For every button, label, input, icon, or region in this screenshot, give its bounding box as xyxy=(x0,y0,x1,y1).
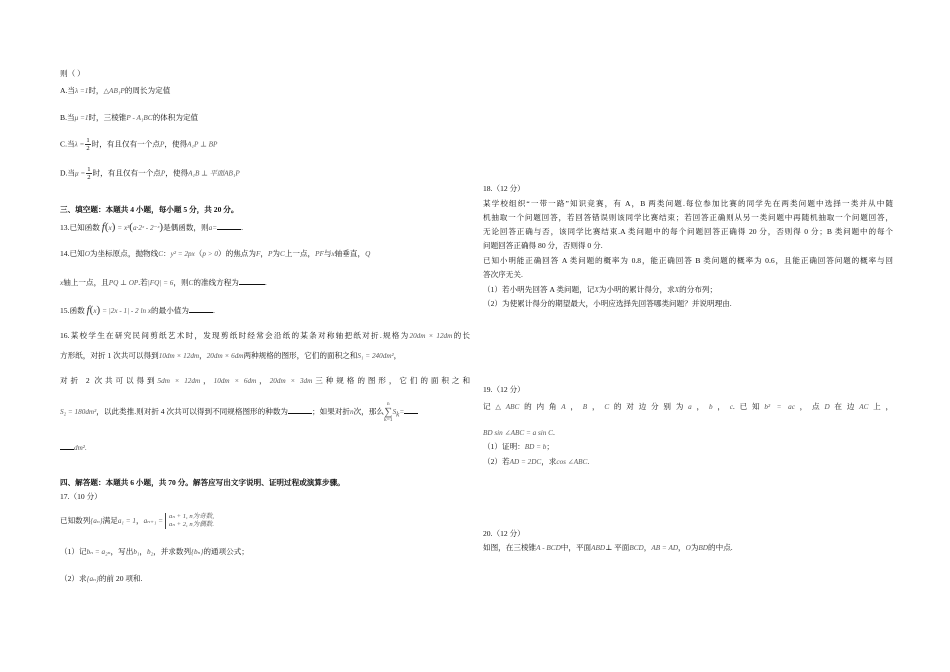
q14-f: F xyxy=(256,250,261,258)
q20-line-1 xyxy=(483,543,893,553)
q19-a: a xyxy=(688,403,692,411)
question-16-line-2: 方形纸，对折 1 次共可以得到10dm × 12dm，20dm × 6dm两种规格的图形，它们的面积之和S₁ = 240dm²， xyxy=(60,351,402,360)
q14-fq: |FQ| = 6 xyxy=(147,279,174,287)
option-b-math: P - A₁BC xyxy=(126,114,153,122)
q18-p1-x: X xyxy=(594,286,599,294)
q16-sum-top: n xyxy=(386,401,390,407)
q16-d1: 20dm × 12dm xyxy=(409,332,453,340)
q15-answer-blank[interactable] xyxy=(189,305,213,313)
q19-p1-pre: （1）证明： xyxy=(483,442,525,451)
q17-p2-tail: 的前 20 项和. xyxy=(98,574,143,583)
option-a-math: △AB₁P xyxy=(103,87,125,95)
q13-a: a xyxy=(208,224,213,232)
q19-AC: AC xyxy=(859,403,869,411)
q20-bd: BD xyxy=(698,544,709,552)
q17-rec: aₙ₊₁ = xyxy=(143,516,164,525)
q13-eq: = x³ xyxy=(117,224,130,232)
q16-l4-b: ；如果对折 xyxy=(312,406,350,416)
q17-p1-mid: ，写出 xyxy=(110,547,134,556)
q16-d5: 10dm × 6dm xyxy=(213,377,257,385)
q19-C: C xyxy=(604,403,610,411)
q20-l1-g: 的中点. xyxy=(708,543,733,552)
q14-p: P xyxy=(267,250,273,258)
q18-part-2: （2）为使累计得分的期望最大，小明应选择先回答哪类问题？并说明理由. xyxy=(483,299,732,308)
q14-x1: x xyxy=(331,250,335,258)
q20-l1-a: 如图，在三棱锥 xyxy=(483,543,537,552)
q19-line-2 xyxy=(483,428,893,438)
q13-mid: 是偶函数，则 xyxy=(163,223,209,232)
section-4-heading: 四、解答题：本题共 6 小题，共 70 分。解答应写出文字说明、证明过程或演算步骤。 xyxy=(60,478,345,487)
q17-mid: 满足 xyxy=(102,515,118,525)
q19-B: B xyxy=(582,403,588,411)
option-d-point: P xyxy=(160,169,166,178)
q14-c1: C xyxy=(158,250,164,258)
q18-line-1: 某学校组织“一带一路”知识竞赛，有 A，B 两类问题.每位参加比赛的同学先在两类问题中选择一类并从中随 xyxy=(483,199,893,208)
q20-title: 20.（12 分） xyxy=(483,529,525,538)
q19-l2-end: . xyxy=(552,428,555,437)
q18-p1-mid: 为小明的累计得分，求 xyxy=(598,285,675,294)
q17-p1-tail: ，并求数列 xyxy=(153,547,192,556)
q19-l1-g: 上， xyxy=(868,402,894,411)
q19-l1-e: ，点 xyxy=(794,402,825,411)
option-c-label: C.当 xyxy=(60,139,75,149)
q19-D: D xyxy=(824,403,830,411)
q17-piecewise-brace xyxy=(165,513,214,529)
intro-text: 则（ ） xyxy=(60,69,85,78)
q14-c3: C xyxy=(188,279,194,287)
q14-perp: PQ ⊥ OP xyxy=(108,279,139,287)
q14-g: 轴垂直， xyxy=(334,249,366,258)
question-14-line-1: 14.已知O为坐标原点，抛物线C：y² = 2px（p > 0）的焦点为F，P为C上一点，PF与x轴垂直，Q xyxy=(60,249,371,258)
option-c-numerator: 1 xyxy=(86,137,90,144)
q17-p2-pre: （2）求 xyxy=(60,574,87,583)
q14-d: 为 xyxy=(272,249,280,258)
q14-colon: ： xyxy=(163,249,171,258)
q17-stem: 已知数列{aₙ}满足a₁ = 1，aₙ₊₁ = aₙ + 1, n为奇数, aₙ + 2, n为偶数. xyxy=(60,513,215,528)
q18-p1-tail: 的分布列； xyxy=(679,285,718,294)
q18-line-6: 答次序无关. xyxy=(483,270,523,279)
option-b-label: B.当 xyxy=(60,113,75,122)
q20-tet: A - BCD xyxy=(536,544,561,552)
q16-unit: dm². xyxy=(74,444,87,452)
q16-sum-symbol xyxy=(384,401,393,423)
q19-title: 19.（12 分） xyxy=(483,385,525,394)
question-16-line-4 xyxy=(60,401,470,423)
q19-p2-end: . xyxy=(587,457,590,466)
option-c-mid2: ，使得 xyxy=(164,139,188,149)
q19-l2: BD sin ∠ABC = a sin C xyxy=(483,429,553,437)
option-a-rest: 的周长为定值 xyxy=(124,86,171,95)
q15-pre: 15.函数 xyxy=(60,306,85,315)
q18-title: 18.（12 分） xyxy=(483,184,525,193)
option-c-mid: 时，有且仅有一个点 xyxy=(91,139,160,149)
q19-b: b xyxy=(708,403,713,411)
q16-answer-blank-2-cont[interactable] xyxy=(60,442,74,450)
q13-tail: = xyxy=(212,224,218,232)
option-c-var: λ = xyxy=(74,140,85,149)
q13-f: f xyxy=(101,221,105,233)
question-14-line-2: x轴上一点，且PQ ⊥ OP.若|FQ| = 6，则C的准线方程为 . xyxy=(60,278,267,287)
option-d-math: A₁B ⊥ 平面AB₁P xyxy=(188,169,240,178)
option-d-denominator: 2 xyxy=(87,174,91,181)
q16-sum-bottom: k=1 xyxy=(383,417,393,423)
q14-l2-b: .若 xyxy=(138,278,148,287)
q16-d3: 20dm × 6dm xyxy=(206,352,244,360)
q14-c2: C xyxy=(279,250,285,258)
q17-pre: 已知数列 xyxy=(60,515,91,525)
option-c-point: P xyxy=(159,140,165,149)
q16-sum-eq: = xyxy=(399,407,405,416)
q14-c: ， xyxy=(260,249,268,258)
q17-p1-bn: bₙ = a₂ₙ xyxy=(86,548,111,556)
q18-line-4: 问题回答正确得 80 分，否则得 0 分. xyxy=(483,241,603,250)
q14-l2-c: ，则 xyxy=(173,278,189,287)
question-16-line-3: 对折 2 次共可以得到5dm × 12dm，10dm × 6dm，20dm × 3dm三种规格的图形，它们的面积之和 xyxy=(60,376,471,385)
q14-b: 的焦点为 xyxy=(225,249,256,258)
q18-p1-pre: （1）若小明先回答 A 类问题，记 xyxy=(483,285,595,294)
question-16-line-5 xyxy=(60,442,470,453)
option-d-label: D.当 xyxy=(60,168,75,178)
q19-p2-pre: （2）若 xyxy=(483,457,510,466)
q17-seq: {aₙ} xyxy=(90,516,103,525)
option-c xyxy=(60,137,470,152)
q16-l1: 16.某校学生在研究民间剪纸艺术时，发现剪纸时经常会沿纸的某条对称轴把纸对折.规格为 xyxy=(60,331,410,340)
q16-l2-b: 两种规格的图形，它们的面积之和 xyxy=(243,351,358,360)
q13-paren: a·2ˣ - 2⁻ˣ xyxy=(132,224,160,232)
q20-eq: AB = AD xyxy=(651,544,679,552)
q14-a: 为坐标原点，抛物线 xyxy=(89,249,159,258)
q19-A: A xyxy=(561,403,566,411)
option-a-cond: λ =1 xyxy=(74,87,89,95)
q14-o: O xyxy=(84,250,90,258)
q17-part-1 xyxy=(60,547,470,557)
q16-n: n xyxy=(349,407,354,416)
q16-d6: 20dm × 3dm xyxy=(269,377,313,385)
q19-p1: BD = b xyxy=(524,443,547,451)
q19-l1-f: 在边 xyxy=(829,402,860,411)
q19-p2: AD = 2DC xyxy=(509,458,542,466)
q19-l1-c: 的对边分别为 xyxy=(609,402,689,411)
q16-l4-a: ，以此类推.则对折 4 次共可以得到不同规格图形的种数为 xyxy=(96,406,289,416)
q14-l2-d: 的准线方程为 xyxy=(193,278,239,287)
q18-line-3: 无论回答正确与否，该同学比赛结束.A 类问题中的每个问题回答正确得 20 分，否则得 0 分；B 类问题中的每个 xyxy=(483,227,893,236)
q14-pf: PF xyxy=(315,250,324,258)
q18-p1-x2: X xyxy=(674,286,680,294)
q17-p1-pre: （1）记 xyxy=(60,547,87,556)
q14-f-text: 与 xyxy=(323,249,332,258)
question-13: 13.已知函数 f(x) = x³(a·2ˣ - 2⁻ˣ)是偶函数，则a= . xyxy=(60,221,243,233)
option-b-rest: 的体积为定值 xyxy=(152,113,199,122)
q17-p1-seq: {bₙ} xyxy=(191,548,204,556)
q20-l1-e: ， xyxy=(678,543,686,552)
option-c-math: A₁P ⊥ BP xyxy=(187,140,218,149)
q17-p1-b2: b₂ xyxy=(147,548,154,556)
option-a-label: A.当 xyxy=(60,86,75,95)
q19-l1-a: 记 xyxy=(483,402,496,411)
q20-abd: ABD xyxy=(591,544,606,552)
q16-answer-blank-1[interactable] xyxy=(288,406,312,414)
option-d-mid2: ，使得 xyxy=(165,168,189,178)
q20-bcd: BCD xyxy=(629,544,644,552)
q20-l1-c: ⊥ 平面 xyxy=(605,543,630,552)
q16-l2-a: 方形纸，对折 1 次共可以得到 xyxy=(60,351,159,360)
q14-q: Q xyxy=(365,250,371,258)
q19-l1-b: 的内角 xyxy=(519,402,562,411)
option-b xyxy=(60,113,470,123)
q16-sum-term: S xyxy=(392,407,397,416)
q20-O: O xyxy=(685,544,691,552)
q14-e: 上一点， xyxy=(284,249,316,258)
q17-case-2: aₙ + 2, n为偶数. xyxy=(169,521,215,528)
q17-case-1: aₙ + 1, n为奇数, xyxy=(169,513,215,520)
question-15: 15.函数 f(x) = |2x - 1| - 2 ln x的最小值为 . xyxy=(60,304,215,316)
option-a xyxy=(60,86,470,96)
q14-eq: y² = 2px xyxy=(170,250,195,258)
q17-p1-end: 的通项公式； xyxy=(203,547,249,556)
q20-l1-b: 中，平面 xyxy=(560,543,592,552)
q14-cond: p > 0 xyxy=(202,250,219,258)
q17-p1-sep: ， xyxy=(139,547,148,556)
q17-p1-b1: b₁ xyxy=(133,548,140,556)
q19-l1-d: .已知 xyxy=(732,402,765,411)
option-a-mid: 时， xyxy=(88,86,104,95)
option-d-fraction xyxy=(86,166,91,181)
option-c-fraction xyxy=(85,137,90,152)
q19-part-1 xyxy=(483,442,893,452)
option-b-mid: 时，三棱锥 xyxy=(88,113,127,122)
option-b-cond: μ =1 xyxy=(74,114,89,122)
q13-x: x xyxy=(108,224,112,232)
q15-f: f xyxy=(86,304,90,316)
q16-l3-b: 三种规格的图形，它们的面积之和 xyxy=(312,376,471,385)
section-3-heading: 三、填空题：本题共 4 小题，每小题 5 分，共 20 分。 xyxy=(60,205,239,214)
intro-line xyxy=(60,69,470,79)
option-d-mid: 时，有且仅有一个点 xyxy=(92,168,161,178)
q20-l1-f: 为 xyxy=(690,543,699,552)
q19-part-2 xyxy=(483,457,893,467)
q16-sum-subscript: k xyxy=(396,410,400,419)
q13-pre: 13.已知函数 xyxy=(60,223,100,232)
q20-l1-d: ， xyxy=(643,543,652,552)
q15-tail: 的最小值为 xyxy=(151,306,189,315)
q16-l4-c: 次，那么 xyxy=(353,406,384,416)
q15-x: x xyxy=(93,307,97,315)
q13-answer-blank[interactable] xyxy=(217,222,241,230)
q19-c: c xyxy=(729,403,733,411)
q19-p2-tail: cos ∠ABC xyxy=(556,458,588,466)
q16-s2: S₂ = 180dm² xyxy=(60,407,97,416)
q17-a1: a₁ = 1 xyxy=(117,516,136,525)
q15-eq: = |2x - 1| - 2 ln x xyxy=(102,307,152,315)
q16-answer-blank-2[interactable] xyxy=(404,406,418,414)
q16-l1-tail: 的长 xyxy=(452,331,471,340)
q16-d2: 10dm × 12dm xyxy=(158,352,200,360)
q16-l3-a: 对折 2 次共可以得到 xyxy=(60,376,158,385)
q17-part-2 xyxy=(60,574,470,584)
q16-sum-sigma: ∑ xyxy=(384,406,393,418)
q14-pre: 14.已知 xyxy=(60,249,85,258)
q14-l2-a: 轴上一点，且 xyxy=(63,278,109,287)
option-d-var: μ = xyxy=(74,169,86,178)
question-16-line-1 xyxy=(60,331,470,341)
option-d xyxy=(60,166,470,181)
option-d-numerator: 1 xyxy=(87,166,91,173)
q14-answer-blank[interactable] xyxy=(239,277,265,285)
q17-title: 17.（10 分） xyxy=(60,492,102,501)
q14-x2: x xyxy=(60,279,64,287)
q18-line-2: 机抽取一个问题回答，若回答错误则该同学比赛结束；若回答正确则从另一类问题中再随机抽取一个问题回答， xyxy=(483,213,893,222)
q19-p2-mid: ，求 xyxy=(541,457,557,466)
q19-p1-end: ； xyxy=(546,442,554,451)
option-c-denominator: 2 xyxy=(86,145,90,152)
q16-s1: S₁ = 240dm² xyxy=(357,352,394,360)
q18-line-5: 已知小明能正确回答 A 类问题的概率为 0.8，能正确回答 B 类问题的概率为 0.6，且能正确回答问题的概率与回 xyxy=(483,256,893,265)
q19-line-1: 记△ABC的内角A，B，C的对边分别为a，b，c.已知b² = ac，点D在边AC上， xyxy=(483,402,894,411)
q18-part-1 xyxy=(483,285,893,295)
q19-cond: b² = ac xyxy=(764,403,795,411)
q17-p2-seq: {aₙ} xyxy=(86,575,99,583)
q19-tri: △ABC xyxy=(495,403,520,411)
q16-d4: 5dm × 12dm xyxy=(157,377,201,385)
